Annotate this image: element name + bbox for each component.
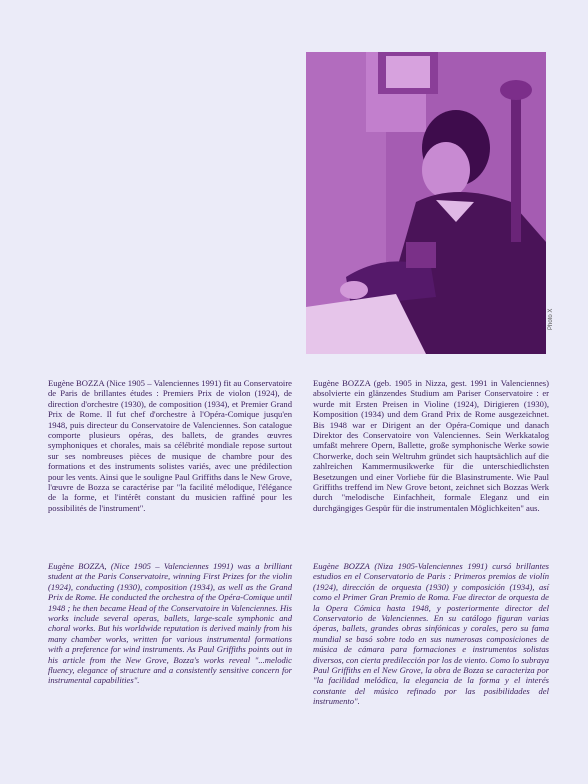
portrait-image <box>306 52 546 354</box>
photo-credit: Photo X <box>548 308 554 330</box>
biography-german: Eugène BOZZA (geb. 1905 in Nizza, gest. 1991 in Valenciennes) absolvierte ein glänzendes Studium am Pariser Conservatoire : er wurde mit Ersten Preisen in Violine (1924), Dirigieren (1930), Komposition (1934) und dem Grand Prix de Rome ausgezeichnet. Bis 1948 war er Dirigent an der Opéra-Comique und danach Direktor des Conservatoire von Valenciennes. Sein Werkkatalog umfaßt mehrere Opern, Ballette, große symphonische Werke sowie Chorwerke, doch sein Weltruhm gründet sich hauptsächlich auf die zahlreichen Kammermusikwerke für die unterschiedlichsten Besetzungen und einer Vorliebe für die Blasinstrumente. Wie Paul Griffiths treffend im New Grove betont, zeichnet sich Bozzas Werk durch "melodische Einfachheit, formale Eleganz und ein durchgängiges Gespür für die instrumentalen Möglichkeiten" aus. <box>313 378 549 513</box>
composer-portrait-photo <box>306 52 546 354</box>
biography-french: Eugène BOZZA (Nice 1905 – Valenciennes 1991) fit au Conservatoire de Paris de brillantes études : Premiers Prix de violon (1924), de direction d'orchestre (1930), de composition (1934), et Premier Grand Prix de Rome. Il fut chef d'orchestre à l'Opéra-Comique jusqu'en 1948, puis directeur du Conservatoire de Valenciennes. Son catalogue comporte plusieurs opéras, des ballets, de grandes œuvres symphoniques et chorales, mais sa célébrité mondiale repose surtout sur ses nombreuses pièces de musique de chambre pour des formations et des instruments solistes variés, avec une prédilection pour les vents. Ainsi que le souligne Paul Griffiths dans le New Grove, l'œuvre de Bozza se caractérise par "la facilité mélodique, l'élégance de la forme, et l'intérêt constant du musicien raffiné pour les possibilités de l'instrument". <box>48 378 292 513</box>
biography-english: Eugène BOZZA, (Nice 1905 – Valenciennes 1991) was a brilliant student at the Paris Conservatoire, winning First Prizes for the violin (1924), conducting (1930), composition (1934), as well as the Grand Prix de Rome. He conducted the orchestra of the Opéra-Comique until 1948 ; he then became Head of the Conservatoire in Valenciennes. His works include several operas, ballets, large-scale symphonic and choral works. But his worldwide reputation is derived mainly from his many chamber works, written for various instrumental formations with a preference for wind instruments. As Paul Griffiths points out in his article from the New Grove, Bozza's works reveal "...melodic fluency, elegance of structure and a consistently sensitive concern for instrumental capabilities". <box>48 561 292 686</box>
biography-spanish: Eugène BOZZA (Niza 1905-Valenciennes 1991) cursó brillantes estudios en el Conservatorio de Paris : Primeros premios de violín (1924), dirección de orquesta (1930) y composición (1934), así como el Primer Gran Premio de Roma. Fue director de orquesta de la Opera Cómica hasta 1948, y posteriormente director del Conservatorio de Valenciennes. En su catálogo figuran varias óperas, ballets, grandes obras sinfónicas y corales, pero su fama mundial se basó sobre todo en sus numerosas composiciones de música de cámara para formaciones e instrumentos solistas diversos, con cierta predilección por los de viento. Como lo subraya Paul Griffiths en el New Grove, la obra de Bozza se caracteriza por "la facilidad melódica, la elegancia de la forma y el interés constante del músico refinado por las posibilidades del instrumento". <box>313 561 549 707</box>
